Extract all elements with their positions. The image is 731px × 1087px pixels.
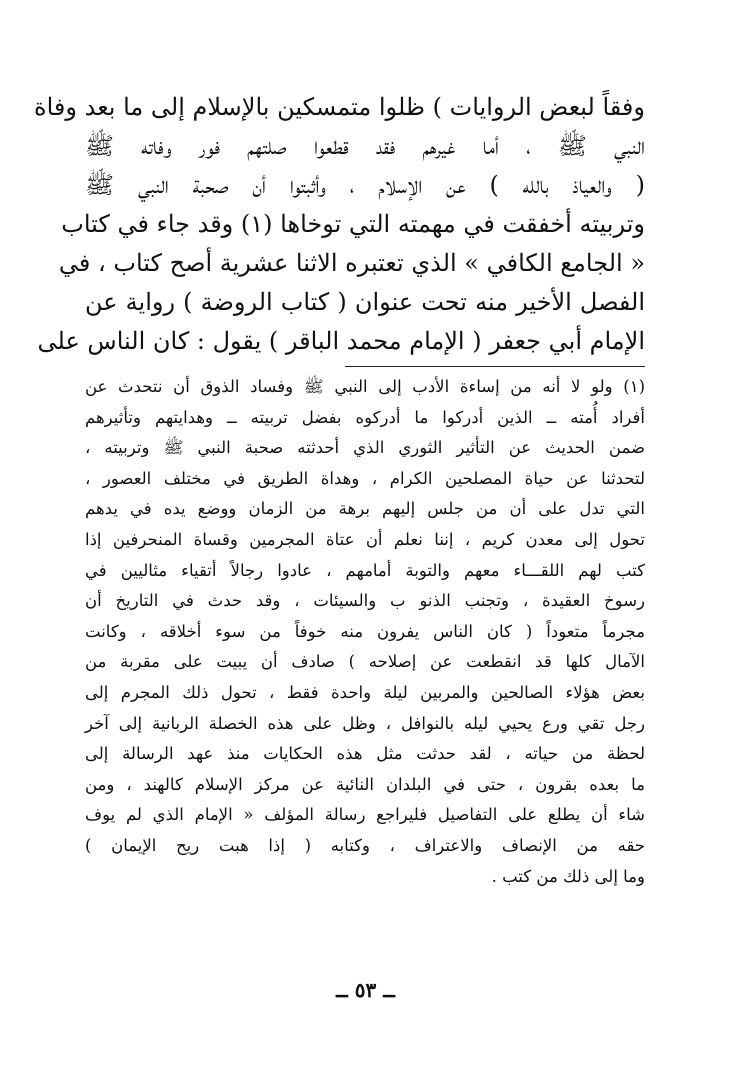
main-line: وفقاً لبعض الروايات ) ظلوا متمسكين بالإسلام إلى ما بعد وفاة <box>34 93 645 121</box>
footnote-line: رسوخ العقيدة ، وتجنب الذنو ب والسيئات ، وقد حدث في التاريخ أن <box>85 591 645 611</box>
footnote-line: التي تدل على أن من جلس إليهم برهة من الزمان ووضع يده في يدهم <box>85 499 645 519</box>
footnote-line: وما إلى ذلك من كتب . <box>491 866 645 886</box>
footnote-line: أفراد أُمته ــ الذين أدركوا ما أدركوه بفضل تربيته ــ وهدايتهم وتأثيرهم <box>85 407 645 427</box>
footnote-line: لحظة من حياته ، لقد حدثت مثل هذه الحكايات منذ عهد الرسالة إلى <box>85 744 645 764</box>
footnote-line: ما بعده بقرون ، حتى في البلدان النائية عن مركز الإسلام كالهند ، ومن <box>85 774 645 794</box>
footnote-block <box>85 372 645 892</box>
footnote-line: حقه من الإنصاف والاعتراف ، وكتابه ( إذا هبت ريح الإيمان ) <box>85 835 645 855</box>
main-text <box>34 88 645 361</box>
footnote-line: (١) ولو لا أنه من إساءة الأدب إلى النبي ﷺ وفساد الذوق أن نتحدث عن <box>85 377 645 396</box>
footnote-separator <box>345 366 645 367</box>
main-line: النبي ﷺ ، أما غيرهم فقد قطعوا صلتهم فور وفاته ﷺ <box>85 132 645 160</box>
footnote-line: بعض هؤلاء الصالحين والمربين ليلة واحدة فقط ، تحول ذلك المجرم إلى <box>85 682 645 702</box>
main-line: وتربيته أخفقت في مهمته التي توخاها (١) وقد جاء في كتاب <box>61 210 645 238</box>
footnote-line: مجرماً متعوداً ( كان الناس يفرون منه خوفاً من سوء أخلاقه ، وكانت <box>85 621 645 641</box>
main-line: الإمام أبي جعفر ( الإمام محمد الباقر ) يقول : كان الناس على <box>37 327 645 355</box>
footnote-line: تحول إلى معدن كريم ، إننا نعلم أن عتاة المجرمين وقساة المنحرفين إذا <box>85 529 645 549</box>
footnote-line: الآمال كلها قد انقطعت عن إصلاحه ) صادف أن يبيت على مقربة من <box>85 652 645 672</box>
page-number: ــ ٥٣ ــ <box>336 978 395 1002</box>
main-line: « الجامع الكافي » الذي تعتبره الاثنا عشرية أصح كتاب ، في <box>58 249 645 277</box>
main-line: الفصل الأخير منه تحت عنوان ( كتاب الروضة ) رواية عن <box>85 288 645 316</box>
main-line: ( والعياذ بالله ) عن الإسلام ، وأثبتوا أن صحبة النبي ﷺ <box>85 171 645 199</box>
footnote-line: ضمن الحديث عن التأثير الثوري الذي أحدثته صحبة النبي ﷺ وتربيته ، <box>85 438 645 458</box>
footnote-line: لتحدثنا عن حياة المصلحين الكرام ، وهداة الطريق في مختلف العصور ، <box>85 468 645 488</box>
footnote-line: رجل تقي ورع يحيي ليله بالنوافل ، وظل على هذه الخصلة الربانية إلى آخر <box>85 713 645 733</box>
footnote-line: كتب لهم اللقـــاء معهم والتوبة أمامهم ، عادوا رجالاً أتقياء مثاليين في <box>85 560 645 580</box>
footnote-line: شاء أن يطلع على التفاصيل فليراجع رسالة المؤلف « الإمام الذي لم يوف <box>85 805 645 825</box>
